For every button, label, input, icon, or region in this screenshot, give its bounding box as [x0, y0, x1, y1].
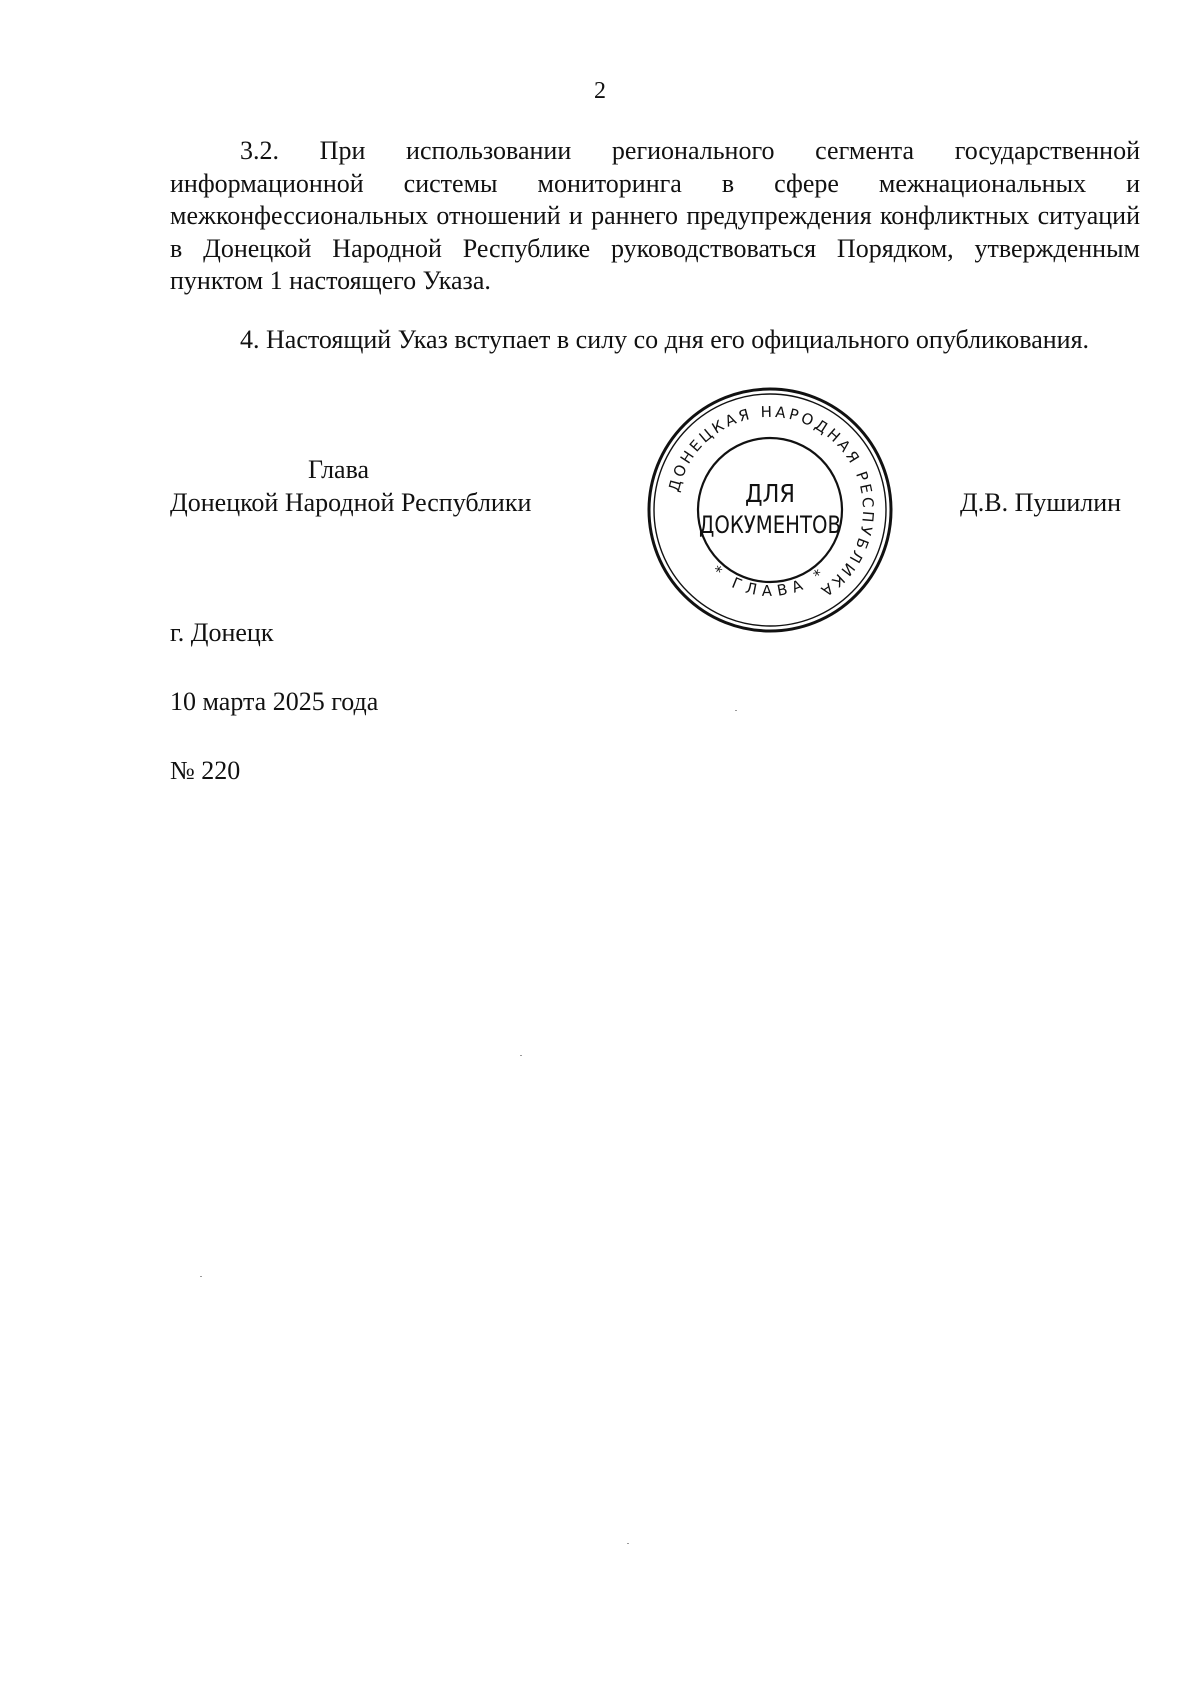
seal-ring-text: ДОНЕЦКАЯ НАРОДНАЯ РЕСПУБЛИКА [664, 402, 878, 602]
signature-organization: Донецкой Народной Республики [170, 488, 532, 517]
scan-speck [627, 1543, 629, 1544]
scan-speck [735, 710, 737, 711]
document-date: 10 марта 2025 года [170, 687, 379, 716]
paragraph-3-2: 3.2. При использовании регионального сегмента государственной информационной системы мониторинга в сфере межнациональных и межконфессиональных отношений и раннего предупреждения конфликтных ситуаций в Донецкой Народной Республике руководствоваться Порядком, утвержденным пунктом 1 настоящего Указа. [170, 136, 1140, 295]
seal-center-line-2: ДОКУМЕНТОВ [698, 512, 841, 540]
scan-speck [520, 1055, 522, 1056]
scan-speck [200, 1276, 202, 1277]
official-seal [645, 385, 895, 635]
seal-bottom-text: * ГЛАВА * [708, 561, 832, 600]
city: г. Донецк [170, 618, 274, 647]
signatory-name: Д.В. Пушилин [960, 488, 1122, 517]
document-number: № 220 [170, 756, 241, 785]
page-number: 2 [594, 78, 606, 104]
seal-center-line-1: ДЛЯ [744, 478, 796, 509]
paragraph-4: 4. Настоящий Указ вступает в силу со дня его официального опубликования. [240, 325, 1090, 354]
signature-title: Глава [308, 455, 370, 484]
